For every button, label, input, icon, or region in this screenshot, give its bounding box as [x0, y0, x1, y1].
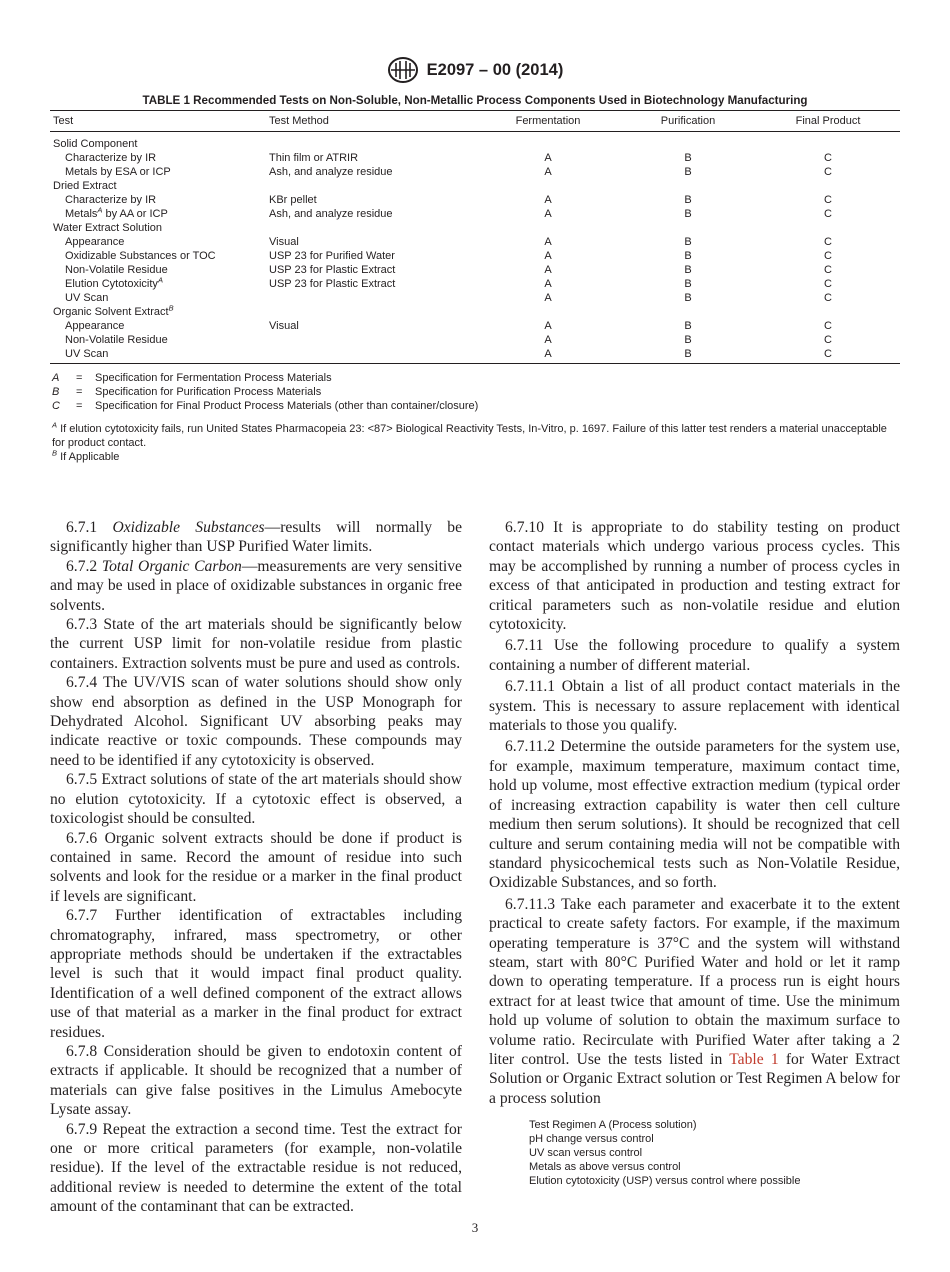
recommended-tests-table — [50, 110, 900, 364]
fermentation-cell: A — [544, 152, 552, 164]
test-cell: Appearance — [65, 236, 125, 248]
column-header: Final Product — [795, 115, 861, 127]
paragraph-6-7-3: 6.7.3 State of the art materials should be significantly below the current USP limit for non-volatile residue from plastic containers. Extraction solvents must be pure and used as controls. — [50, 616, 462, 672]
test-cell: UV Scan — [65, 292, 109, 304]
purification-cell: B — [684, 334, 692, 346]
table-title: TABLE 1 Recommended Tests on Non-Soluble, Non-Metallic Process Components Used in Biotechnology Manufacturing — [142, 94, 808, 107]
paragraph-6-7-7: 6.7.7 Further identification of extractables including chromatography, infrared, mass spectrometry, or other appropriate methods should be undertaken if the extractables level is such that it would impact final product quality. Identification of a well defined component of the extract allows use of that material as a marker in the final product for extract residues. — [50, 907, 462, 1041]
purification-cell: B — [684, 278, 692, 290]
list-item: UV scan versus control — [529, 1147, 643, 1160]
fermentation-cell: A — [544, 236, 552, 248]
page-number: 3 — [471, 1220, 479, 1235]
final-product-cell: C — [824, 320, 832, 332]
paragraph-6-7-10: 6.7.10 It is appropriate to do stability testing on product contact materials which undergo various process cycles. This may be accomplished by running a number of process cycles in excess of that anticipated in production and testing extract for critical parameters such as non-volatile residue and elution cytotoxicity. — [489, 519, 900, 634]
table-row — [50, 319, 900, 333]
column-header: Test — [53, 115, 74, 127]
final-product-cell: C — [824, 194, 832, 206]
footnote-mark: A — [97, 205, 103, 215]
table-body — [50, 132, 900, 363]
page-header — [0, 56, 950, 84]
final-product-cell: C — [824, 166, 832, 178]
paragraph-6-7-11: 6.7.11 Use the following procedure to qualify a system containing a number of different material. — [489, 637, 900, 674]
fermentation-cell: A — [544, 320, 552, 332]
footnote-mark: A — [157, 275, 163, 285]
final-product-cell: C — [824, 152, 832, 164]
list-item: Test Regimen A (Process solution) — [529, 1119, 697, 1132]
fermentation-cell: A — [544, 334, 552, 346]
method-cell: Ash, and analyze residue — [269, 208, 393, 220]
fermentation-cell: A — [544, 264, 552, 276]
test-cell: Elution Cytotoxicity$^A$ — [65, 275, 163, 290]
final-product-cell: C — [824, 348, 832, 360]
final-product-cell: C — [824, 236, 832, 248]
final-product-cell: C — [824, 208, 832, 220]
right-column — [489, 518, 900, 1188]
table-bottom-rule — [50, 363, 900, 364]
purification-cell: B — [684, 250, 692, 262]
fermentation-cell: A — [544, 348, 552, 360]
fermentation-cell: A — [544, 250, 552, 262]
table-row — [50, 179, 900, 193]
table-row — [50, 165, 900, 179]
method-cell: Visual — [269, 320, 299, 332]
method-cell: USP 23 for Purified Water — [269, 250, 395, 262]
test-cell: Oxidizable Substances or TOC — [65, 250, 216, 262]
test-cell: UV Scan — [65, 348, 109, 360]
fermentation-cell: A — [544, 292, 552, 304]
fermentation-cell: A — [544, 278, 552, 290]
table-row — [50, 263, 900, 277]
final-product-cell: C — [824, 292, 832, 304]
list-item: pH change versus control — [529, 1133, 654, 1146]
list-item: Elution cytotoxicity (USP) versus control where possible — [529, 1175, 801, 1188]
paragraph-6-7-11-1: 6.7.11.1 Obtain a list of all product contact materials in the system. This is necessary to assure replacement with identical materials to those you qualify. — [489, 678, 900, 735]
purification-cell: B — [684, 264, 692, 276]
test-regimen-list — [529, 1118, 900, 1188]
method-cell: KBr pellet — [269, 194, 317, 206]
test-cell: Organic Solvent Extract$^B$ — [53, 303, 174, 318]
table-footnotes — [52, 422, 902, 464]
paragraph-6-7-1: 6.7.1 Oxidizable Substances—results will normally be significantly higher than USP Purified Water limits. — [50, 519, 463, 556]
table-row — [50, 277, 900, 291]
paragraph-6-7-5: 6.7.5 Extract solutions of state of the art materials should show no elution cytotoxicity. If a cytotoxic effect is observed, a toxicologist should be consulted. — [50, 771, 462, 828]
final-product-cell: C — [824, 264, 832, 276]
table-row — [50, 249, 900, 263]
test-cell: Non-Volatile Residue — [65, 264, 168, 276]
method-cell: USP 23 for Plastic Extract — [269, 278, 396, 290]
purification-cell: B — [684, 152, 692, 164]
paragraph-6-7-2: 6.7.2 Total Organic Carbon—measurements are very sensitive and may be used in place of oxidizable substances in organic free solvents. — [50, 557, 462, 614]
table-row — [50, 333, 900, 347]
footnote-b: $^B$ If Applicable — [52, 448, 120, 463]
purification-cell: B — [684, 208, 692, 220]
fermentation-cell: A — [544, 166, 552, 178]
column-header: Fermentation — [515, 115, 581, 127]
test-cell: Characterize by IR — [65, 194, 157, 206]
footnote-mark: B — [168, 303, 174, 313]
purification-cell: B — [684, 236, 692, 248]
final-product-cell: C — [824, 278, 832, 290]
purification-cell: B — [684, 320, 692, 332]
purification-cell: B — [684, 348, 692, 360]
table-row — [50, 151, 900, 165]
purification-cell: B — [684, 166, 692, 178]
table-row — [50, 305, 900, 319]
table-row — [50, 221, 900, 235]
paragraph-6-7-4: 6.7.4 The UV/VIS scan of water solutions should show only show end absorption as defined in the USP Monograph for Dehydrated Alcohol. Significant UV absorbing peaks may indicate reactive or toxic compounds. These compounds may need to be identified if any cytotoxicity is observed. — [50, 674, 462, 769]
purification-cell: B — [684, 292, 692, 304]
left-column — [50, 518, 462, 1217]
fermentation-cell: A — [544, 208, 552, 220]
test-cell: Appearance — [65, 320, 125, 332]
method-cell: Visual — [269, 236, 299, 248]
column-header: Purification — [660, 115, 716, 127]
list-item: Metals as above versus control — [529, 1161, 681, 1174]
table-1-link[interactable]: Table 1 — [729, 1050, 779, 1068]
test-cell: Solid Component — [53, 138, 138, 150]
column-header: Test Method — [269, 115, 329, 127]
paragraph-6-7-6: 6.7.6 Organic solvent extracts should be done if product is contained in same. Record the amount of residue into such solvents and look for the residue or a marker in the final product if levels are significant. — [50, 829, 462, 905]
astm-logo-icon — [387, 56, 419, 84]
final-product-cell: C — [824, 334, 832, 346]
test-cell: Metals by ESA or ICP — [65, 166, 171, 178]
paragraph-6-7-8: 6.7.8 Consideration should be given to endotoxin content of extracts if applicable. It should be recognized that a number of materials can give false positives in the Limulus Amebocyte Lysate assay. — [50, 1042, 462, 1119]
paragraph-6-7-11-2: 6.7.11.2 Determine the outside parameters for the system use, for example, maximum temperature, maximum contact time, hold up volume, most effective extraction medium (typical order of increasing extraction capability is water then cell culture medium then serum solutions). It should be recognized that cell culture and serum containing media will not be compatible with standard physicochemical tests such as Non-Volatile Residue, Oxidizable Substances, and so forth. — [489, 738, 900, 892]
method-cell: Ash, and analyze residue — [269, 166, 393, 178]
footnote-a: $^A$ If elution cytotoxicity fails, run United States Pharmacopeia 23: <87> Biological Reactivity Tests, In-Vitro, p. 1697. Failure of this latter test renders a material unacceptable for product contact. — [52, 420, 887, 449]
document-id: E2097 – 00 (2014) — [426, 60, 564, 79]
test-cell: Dried Extract — [53, 180, 117, 192]
method-cell: USP 23 for Plastic Extract — [269, 264, 396, 276]
test-cell: Characterize by IR — [65, 152, 157, 164]
table-row — [50, 235, 900, 249]
test-cell: Non-Volatile Residue — [65, 334, 168, 346]
test-cell: Water Extract Solution — [53, 222, 163, 234]
table-row — [50, 193, 900, 207]
table-row — [50, 137, 900, 151]
paragraph-6-7-9: 6.7.9 Repeat the extraction a second time. Test the extract for one or more critical parameters (for example, non-volatile residue). If the level of the extractable residue is not reduced, additional review is needed to determine the extent of the total amount of the contaminant that can be extracted. — [50, 1120, 462, 1216]
paragraph-6-7-11-3: 6.7.11.3 Take each parameter and exacerbate it to the extent practical to create safety factors. For example, if the maximum operating temperature is 37°C and the system will withstand steam, start with 80°C Purified Water and hold or let it ramp down to operating temperature. If a process run is eight hours extract for at least twice that amount of time. Use the minimum hold up volume of solution to obtain the maximum surface to volume ratio. Recirculate with Purified Water after taking a 2 liter control. Use the tests listed in Table 1 for Water Extract Solution or Organic Extract solution or Test Regimen A below for a process solution — [489, 895, 900, 1107]
test-cell: Metals$^A$ by AA or ICP — [65, 205, 168, 220]
purification-cell: B — [684, 194, 692, 206]
table-row — [50, 347, 900, 361]
table-header-row — [50, 111, 900, 131]
method-cell: Thin film or ATRIR — [269, 152, 359, 164]
fermentation-cell: A — [544, 194, 552, 206]
table-row — [50, 291, 900, 305]
final-product-cell: C — [824, 250, 832, 262]
table-row — [50, 207, 900, 221]
